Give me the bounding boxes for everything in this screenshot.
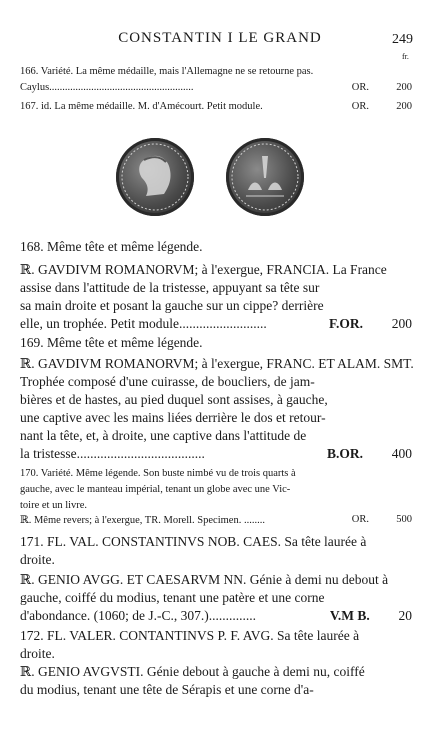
page-title: CONSTANTIN I LE GRAND xyxy=(118,30,322,46)
grade: F.OR. xyxy=(328,316,363,331)
coin-illustrations xyxy=(116,138,316,218)
entry-172-line xyxy=(20,646,412,662)
seated-figures-coin xyxy=(226,138,304,216)
price: 200 xyxy=(396,82,412,93)
entry-text: droite. xyxy=(20,552,55,567)
entry-171-line xyxy=(20,590,412,606)
grade: OR. xyxy=(351,514,369,525)
entry-170-line xyxy=(20,468,412,479)
entry-169-line xyxy=(20,446,412,462)
entry-171-line xyxy=(20,572,412,588)
entry-grade-price xyxy=(352,82,412,93)
entry-171-line xyxy=(20,534,412,550)
entry-text: elle, un trophée. Petit module.......................... xyxy=(20,316,267,331)
price: 200 xyxy=(396,101,412,112)
entry-168-line xyxy=(20,262,412,278)
entry-172-line xyxy=(20,628,412,644)
entry-text: bières et de hastes, au pied duquel sont assises, à gauche, xyxy=(20,392,328,407)
entry-text: sa main droite et posant la gauche sur un cippe? derrière xyxy=(20,298,324,313)
entry-text: droite. xyxy=(20,646,55,661)
entry-170-line xyxy=(20,484,412,495)
entry-text: Trophée composé d'une cuirasse, de boucliers, de jam- xyxy=(20,374,315,389)
entry-168-title xyxy=(20,239,412,255)
entry-171-line xyxy=(20,552,412,568)
currency-note: fr. xyxy=(402,52,409,61)
entry-text: gauche, coiffé du modius, tenant une patère et une corne xyxy=(20,590,325,605)
entry-grade-price xyxy=(330,608,412,624)
entry-169-line xyxy=(20,374,412,390)
entry-168-line xyxy=(20,280,412,296)
entry-text: d'abondance. (1060; de J.-C., 307.).............. xyxy=(20,608,257,623)
entry-168-line xyxy=(20,316,412,332)
entry-text: ℝ. GAVDIVM ROMANORVM; à l'exergue, FRANCIA. La France xyxy=(20,262,387,277)
price: 400 xyxy=(391,446,412,461)
entry-grade-price xyxy=(327,446,412,462)
entry-text: 168. Même tête et même légende. xyxy=(20,239,203,254)
entry-text: 170. Variété. Même légende. Son buste nimbé vu de trois quarts à xyxy=(20,468,296,479)
entry-text: gauche, avec le manteau impérial, tenant un globe avec une Vic- xyxy=(20,484,291,495)
entry-grade-price xyxy=(352,514,412,525)
entry-text: 169. Même tête et même légende. xyxy=(20,335,203,350)
entry-text: ℝ. GAVDIVM ROMANORVM; à l'exergue, FRANC. ET ALAM. SMT. xyxy=(20,356,414,371)
laureate-head-coin xyxy=(116,138,194,216)
grade: B.OR. xyxy=(326,446,363,461)
entry-text: ℝ. GENIO AVGG. ET CAESARVM NN. Génie à demi nu debout à xyxy=(20,572,389,587)
entry-169-title xyxy=(20,335,412,351)
entry-text: du modius, tenant une tête de Sérapis et une corne d'a- xyxy=(20,682,314,697)
price: 20 xyxy=(398,608,412,623)
entry-text: ℝ. Même revers; à l'exergue, TR. Morell. Specimen. ........ xyxy=(20,515,265,526)
entry-text: 167. id. La même médaille. M. d'Amécourt. Petit module. xyxy=(20,101,263,112)
grade: V.M B. xyxy=(329,608,370,623)
entry-169-line xyxy=(20,428,412,444)
entry-text: assise dans l'attitude de la tristesse, appuyant sa tête sur xyxy=(20,280,320,295)
entry-172-line xyxy=(20,682,412,698)
entry-170-line xyxy=(20,514,412,526)
entry-text: toire et un livre. xyxy=(20,500,88,511)
entry-169-line xyxy=(20,356,412,372)
entry-167 xyxy=(20,101,412,112)
entry-text: 171. FL. VAL. CONSTANTINVS NOB. CAES. Sa tête laurée à xyxy=(20,534,367,549)
entry-166-line-2 xyxy=(20,82,412,93)
price: 200 xyxy=(391,316,412,331)
grade: OR. xyxy=(351,82,369,93)
page-number: 249 xyxy=(392,32,413,47)
entry-171-line xyxy=(20,608,412,624)
grade: OR. xyxy=(351,101,369,112)
page-header xyxy=(0,30,446,61)
entry-text: une captive avec les mains liées derrière le dos et retour- xyxy=(20,410,326,425)
entry-172-line xyxy=(20,664,412,680)
price: 500 xyxy=(396,514,412,525)
entry-169-line xyxy=(20,410,412,426)
entry-text: 166. Variété. La même médaille, mais l'Allemagne ne se retourne pas. xyxy=(20,66,314,77)
entry-166-line-1 xyxy=(20,66,412,77)
entry-168-line xyxy=(20,298,412,314)
entry-169-line xyxy=(20,392,412,408)
entry-text: ℝ. GENIO AVGVSTI. Génie debout à gauche à demi nu, coiffé xyxy=(20,664,365,679)
entry-grade-price xyxy=(352,101,412,112)
entry-text: Caylus....................................................... xyxy=(20,82,194,93)
entry-text: nant la tête, et, à droite, une captive dans l'attitude de xyxy=(20,428,307,443)
entry-text: 172. FL. VALER. CONTANTINVS P. F. AVG. Sa tête laurée à xyxy=(20,628,360,643)
entry-grade-price xyxy=(329,316,412,332)
entry-text: la tristesse...................................... xyxy=(20,446,205,461)
entry-170-line xyxy=(20,500,412,511)
